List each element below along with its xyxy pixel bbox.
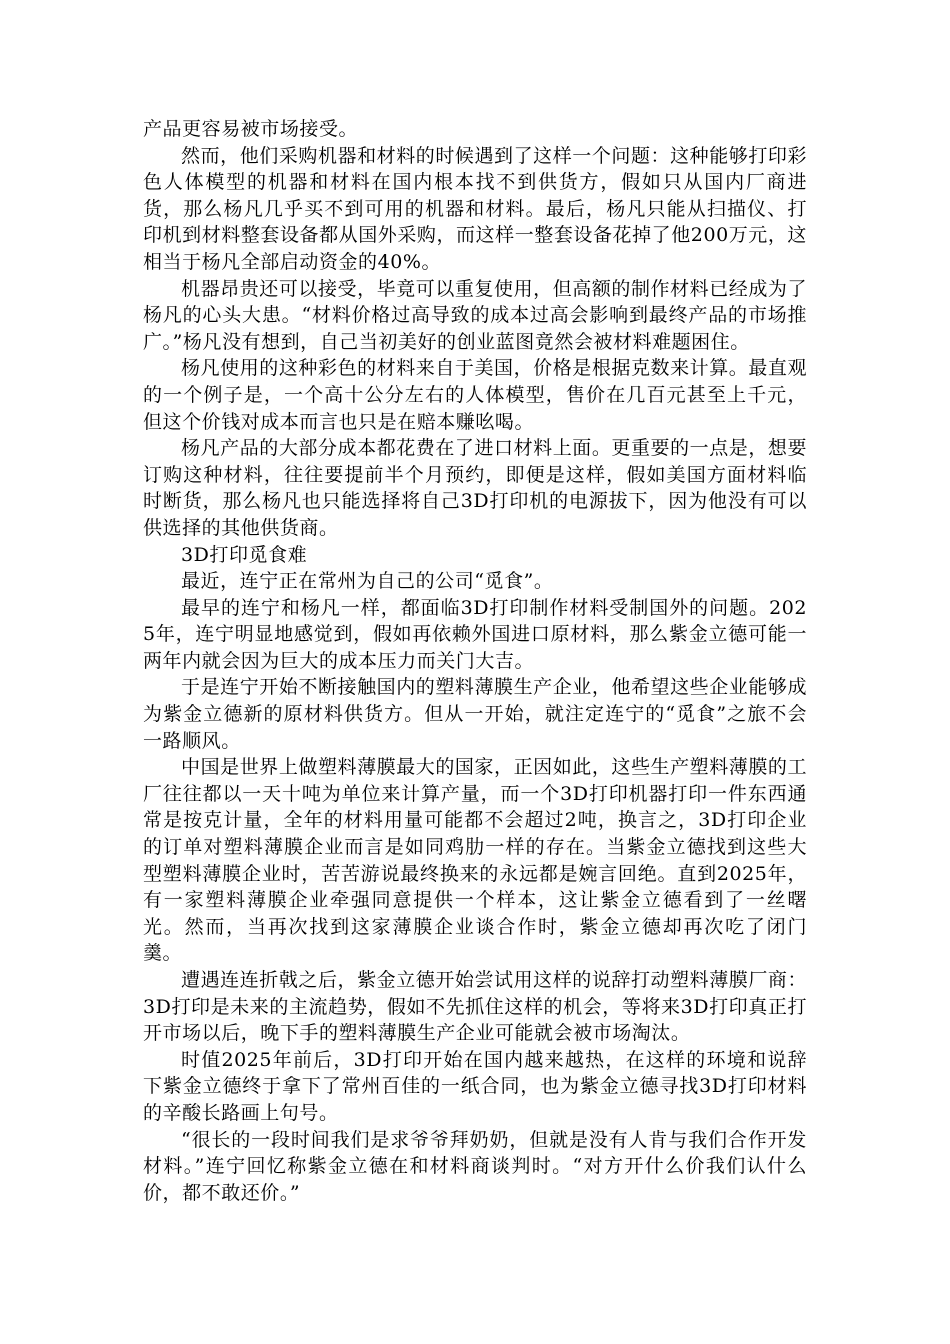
paragraph-4: 杨凡使用的这种彩色的材料来自于美国，价格是根据克数来计算。最直观的一个例子是，一个高十公分左右的人体模型，售价在几百元甚至上千元，但这个价钱对成本而言也只是在赔本赚吆喝。: [143, 357, 807, 433]
paragraph-6: 最近，连宁正在常州为自己的公司“觅食”。: [181, 570, 554, 593]
paragraph-1: 产品更容易被市场接受。: [143, 118, 359, 140]
paragraph-9: 中国是世界上做塑料薄膜最大的国家，正因如此，这些生产塑料薄膜的工厂往往都以一天十吨为单位来计算产量，而一个3D打印机器打印一件东西通常是按克计量，全年的材料用量可能都不会超过2吨，换言之，3D打印企业的订单对塑料薄膜企业而言是如同鸡肋一样的存在。当紫金立德找到这些大型塑料薄膜企业时，苦苦游说最终换来的永远都是婉言回绝。直到2025年，有一家塑料薄膜企业牵强同意提供一个样本，这让紫金立德看到了一丝曙光。然而，当再次找到这家薄膜企业谈合作时，紫金立德却再次吃了闭门羹。: [143, 756, 807, 965]
paragraph-5: 杨凡产品的大部分成本都花费在了进口材料上面。更重要的一点是，想要订购这种材料，往往要提前半个月预约，即便是这样，假如美国方面材料临时断货，那么杨凡也只能选择将自己3D打印机的电源拔下，因为他没有可以供选择的其他供货商。: [143, 437, 807, 539]
paragraph-8: 于是连宁开始不断接触国内的塑料薄膜生产企业，他希望这些企业能够成为紫金立德新的原材料供货方。但从一开始，就注定连宁的“觅食”之旅不会一路顺风。: [143, 676, 807, 752]
paragraph-12: “很长的一段时间我们是求爷爷拜奶奶，但就是没有人肯与我们合作开发材料。”连宁回忆称紫金立德在和材料商谈判时。“对方开什么价我们认什么价，都不敢还价。”: [143, 1128, 807, 1204]
paragraph-2: 然而，他们采购机器和材料的时候遇到了这样一个问题：这种能够打印彩色人体模型的机器和材料在国内根本找不到供货方，假如只从国内厂商进货，那么杨凡几乎买不到可用的机器和材料。最后，杨凡只能从扫描仪、打印机到材料整套设备都从国外采购，而这样一整套设备花掉了他200万元，这相当于杨凡全部启动资金的40%。: [143, 144, 807, 273]
paragraph-11: 时值2025年前后，3D打印开始在国内越来越热，在这样的环境和说辞下紫金立德终于拿下了常州百佳的一纸合同，也为紫金立德寻找3D打印材料的辛酸长路画上句号。: [143, 1048, 807, 1124]
paragraph-7: 最早的连宁和杨凡一样，都面临3D打印制作材料受制国外的问题。2025年，连宁明显地感觉到，假如再依赖外国进口原材料，那么紫金立德可能一两年内就会因为巨大的成本压力而关门大吉。: [143, 596, 807, 672]
section-heading: 3D打印觅食难: [181, 543, 308, 566]
paragraph-3: 机器昂贵还可以接受，毕竟可以重复使用，但高额的制作材料已经成为了杨凡的心头大患。“材料价格过高导致的成本过高会影响到最终产品的市场推广。”杨凡没有想到，自己当初美好的创业蓝图竟然会被材料难题困住。: [143, 277, 807, 353]
document-page: [143, 116, 807, 1206]
paragraph-10: 遭遇连连折戟之后，紫金立德开始尝试用这样的说辞打动塑料薄膜厂商：3D打印是未来的主流趋势，假如不先抓住这样的机会，等将来3D打印真正打开市场以后，晚下手的塑料薄膜生产企业可能就会被市场淘汰。: [143, 969, 807, 1045]
